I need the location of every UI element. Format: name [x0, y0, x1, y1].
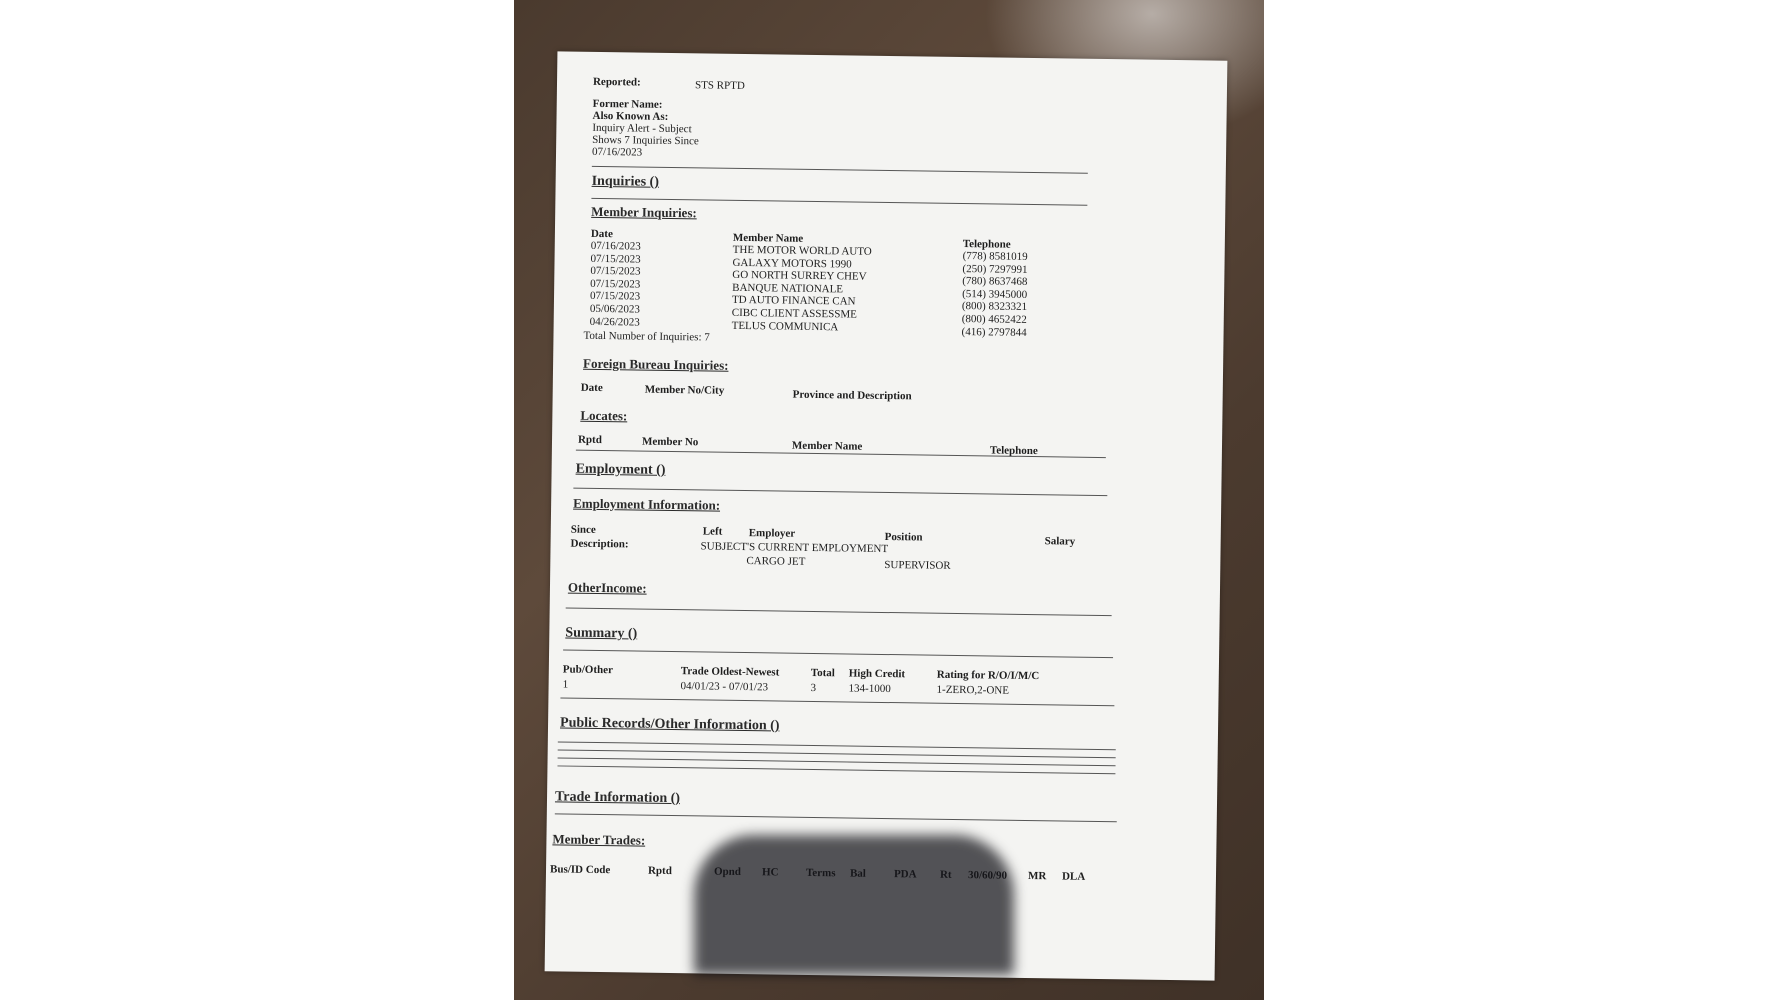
trade-mr-header: MR: [1027, 870, 1047, 883]
inq-member-header: Member Name: [732, 231, 804, 245]
list-item: BANQUE NATIONALE: [732, 281, 844, 296]
emp-description-value: SUBJECT'S CURRENT EMPLOYMENT: [700, 540, 889, 556]
divider: [557, 765, 1115, 774]
document-photo: [514, 0, 1264, 1000]
inq-date-header: Date: [590, 227, 613, 241]
sum-total-value: 3: [810, 681, 817, 695]
locates-member-name-header: Member Name: [791, 439, 863, 453]
reported-label: Reported:: [592, 75, 641, 89]
divider: [558, 741, 1116, 750]
sum-rating-header: Rating for R/O/I/M/C: [936, 668, 1040, 683]
emp-since-header: Since: [570, 523, 596, 536]
list-item: 05/06/2023: [589, 302, 641, 316]
list-item: (800) 8323321: [961, 300, 1028, 314]
reported-value: STS RPTD: [694, 79, 745, 92]
employment-title: Employment (): [575, 461, 666, 478]
sum-pub-value: 1: [562, 678, 569, 691]
locates-rptd-header: Rptd: [577, 433, 602, 447]
summary-title: Summary (): [565, 625, 638, 642]
locates-title: Locates:: [580, 407, 628, 424]
emp-left-header: Left: [702, 525, 723, 538]
list-item: (780) 8637468: [962, 275, 1028, 289]
member-inquiries-title: Member Inquiries:: [591, 203, 697, 221]
aka-label: Also Known As:: [592, 109, 669, 123]
former-name-label: Former Name:: [592, 97, 663, 111]
sum-high-credit-header: High Credit: [848, 667, 906, 681]
trade-bus-id-header: Bus/ID Code: [549, 863, 611, 877]
total-inquiries: Total Number of Inquiries: 7: [583, 329, 710, 344]
locates-member-no-header: Member No: [641, 435, 699, 449]
foreign-province-header: Province and Description: [792, 388, 912, 403]
list-item: GO NORTH SURREY CHEV: [732, 269, 867, 283]
hand-shadow: [694, 835, 1014, 975]
list-item: (416) 2797844: [961, 325, 1027, 339]
list-item: 07/15/2023: [590, 277, 641, 291]
sum-total-header: Total: [810, 666, 835, 680]
divider: [563, 650, 1113, 659]
divider: [555, 813, 1117, 822]
public-records-title: Public Records/Other Information (): [559, 715, 780, 734]
divider: [592, 166, 1088, 174]
sum-trade-header: Trade Oldest-Newest: [680, 665, 780, 679]
list-item: 07/15/2023: [589, 290, 641, 303]
inq-member-column: [732, 244, 872, 334]
sum-rating-value: 1-ZERO,2-ONE: [936, 683, 1010, 697]
emp-salary-header: Salary: [1044, 535, 1076, 548]
inq-telephone-header: Telephone: [962, 238, 1011, 251]
divider: [560, 697, 1114, 706]
divider: [573, 488, 1107, 496]
trade-dla-header: DLA: [1061, 870, 1086, 883]
emp-description-label: Description:: [570, 537, 629, 551]
sum-trade-value: 04/01/23 - 07/01/23: [680, 680, 769, 694]
emp-employer-value: CARGO JET: [746, 555, 806, 568]
sum-high-credit-value: 134-1000: [848, 682, 891, 696]
list-item: 04/26/2023: [589, 315, 640, 329]
employment-info-title: Employment Information:: [573, 495, 721, 513]
divider: [566, 608, 1112, 617]
list-item: (778) 8581019: [962, 250, 1028, 263]
list-item: THE MOTOR WORLD AUTO: [732, 243, 872, 258]
list-item: 07/15/2023: [590, 265, 641, 278]
inq-telephone-column: [961, 250, 1027, 339]
trade-info-title: Trade Information (): [554, 789, 681, 807]
list-item: TELUS COMMUNICA: [731, 319, 839, 333]
list-item: 07/15/2023: [590, 252, 641, 266]
other-income-title: OtherIncome:: [567, 579, 647, 596]
inq-date-column: [590, 240, 641, 329]
list-item: CIBC CLIENT ASSESSME: [731, 306, 858, 321]
list-item: (250) 7297991: [962, 262, 1028, 276]
inquiry-alert: Inquiry Alert - Subject Shows 7 Inquiries Since 07/16/2023: [591, 121, 699, 159]
locates-telephone-header: Telephone: [989, 444, 1038, 458]
list-item: 07/16/2023: [590, 239, 641, 253]
list-item: TD AUTO FINANCE CAN: [731, 294, 856, 308]
foreign-bureau-title: Foreign Bureau Inquiries:: [582, 355, 729, 373]
foreign-member-header: Member No/City: [644, 383, 725, 397]
divider: [558, 749, 1116, 758]
foreign-date-header: Date: [580, 381, 603, 395]
list-item: (514) 3945000: [962, 287, 1028, 301]
trade-rptd-header: Rptd: [647, 864, 672, 878]
member-trades-title: Member Trades:: [552, 831, 646, 848]
inquiries-title: Inquiries (): [591, 173, 660, 190]
emp-employer-header: Employer: [748, 527, 796, 540]
emp-position-value: SUPERVISOR: [884, 558, 951, 572]
sum-pub-header: Pub/Other: [562, 663, 614, 677]
list-item: (800) 4652422: [961, 313, 1027, 326]
emp-position-header: Position: [884, 530, 923, 544]
divider: [558, 757, 1116, 766]
list-item: GALAXY MOTORS 1990: [732, 256, 852, 271]
